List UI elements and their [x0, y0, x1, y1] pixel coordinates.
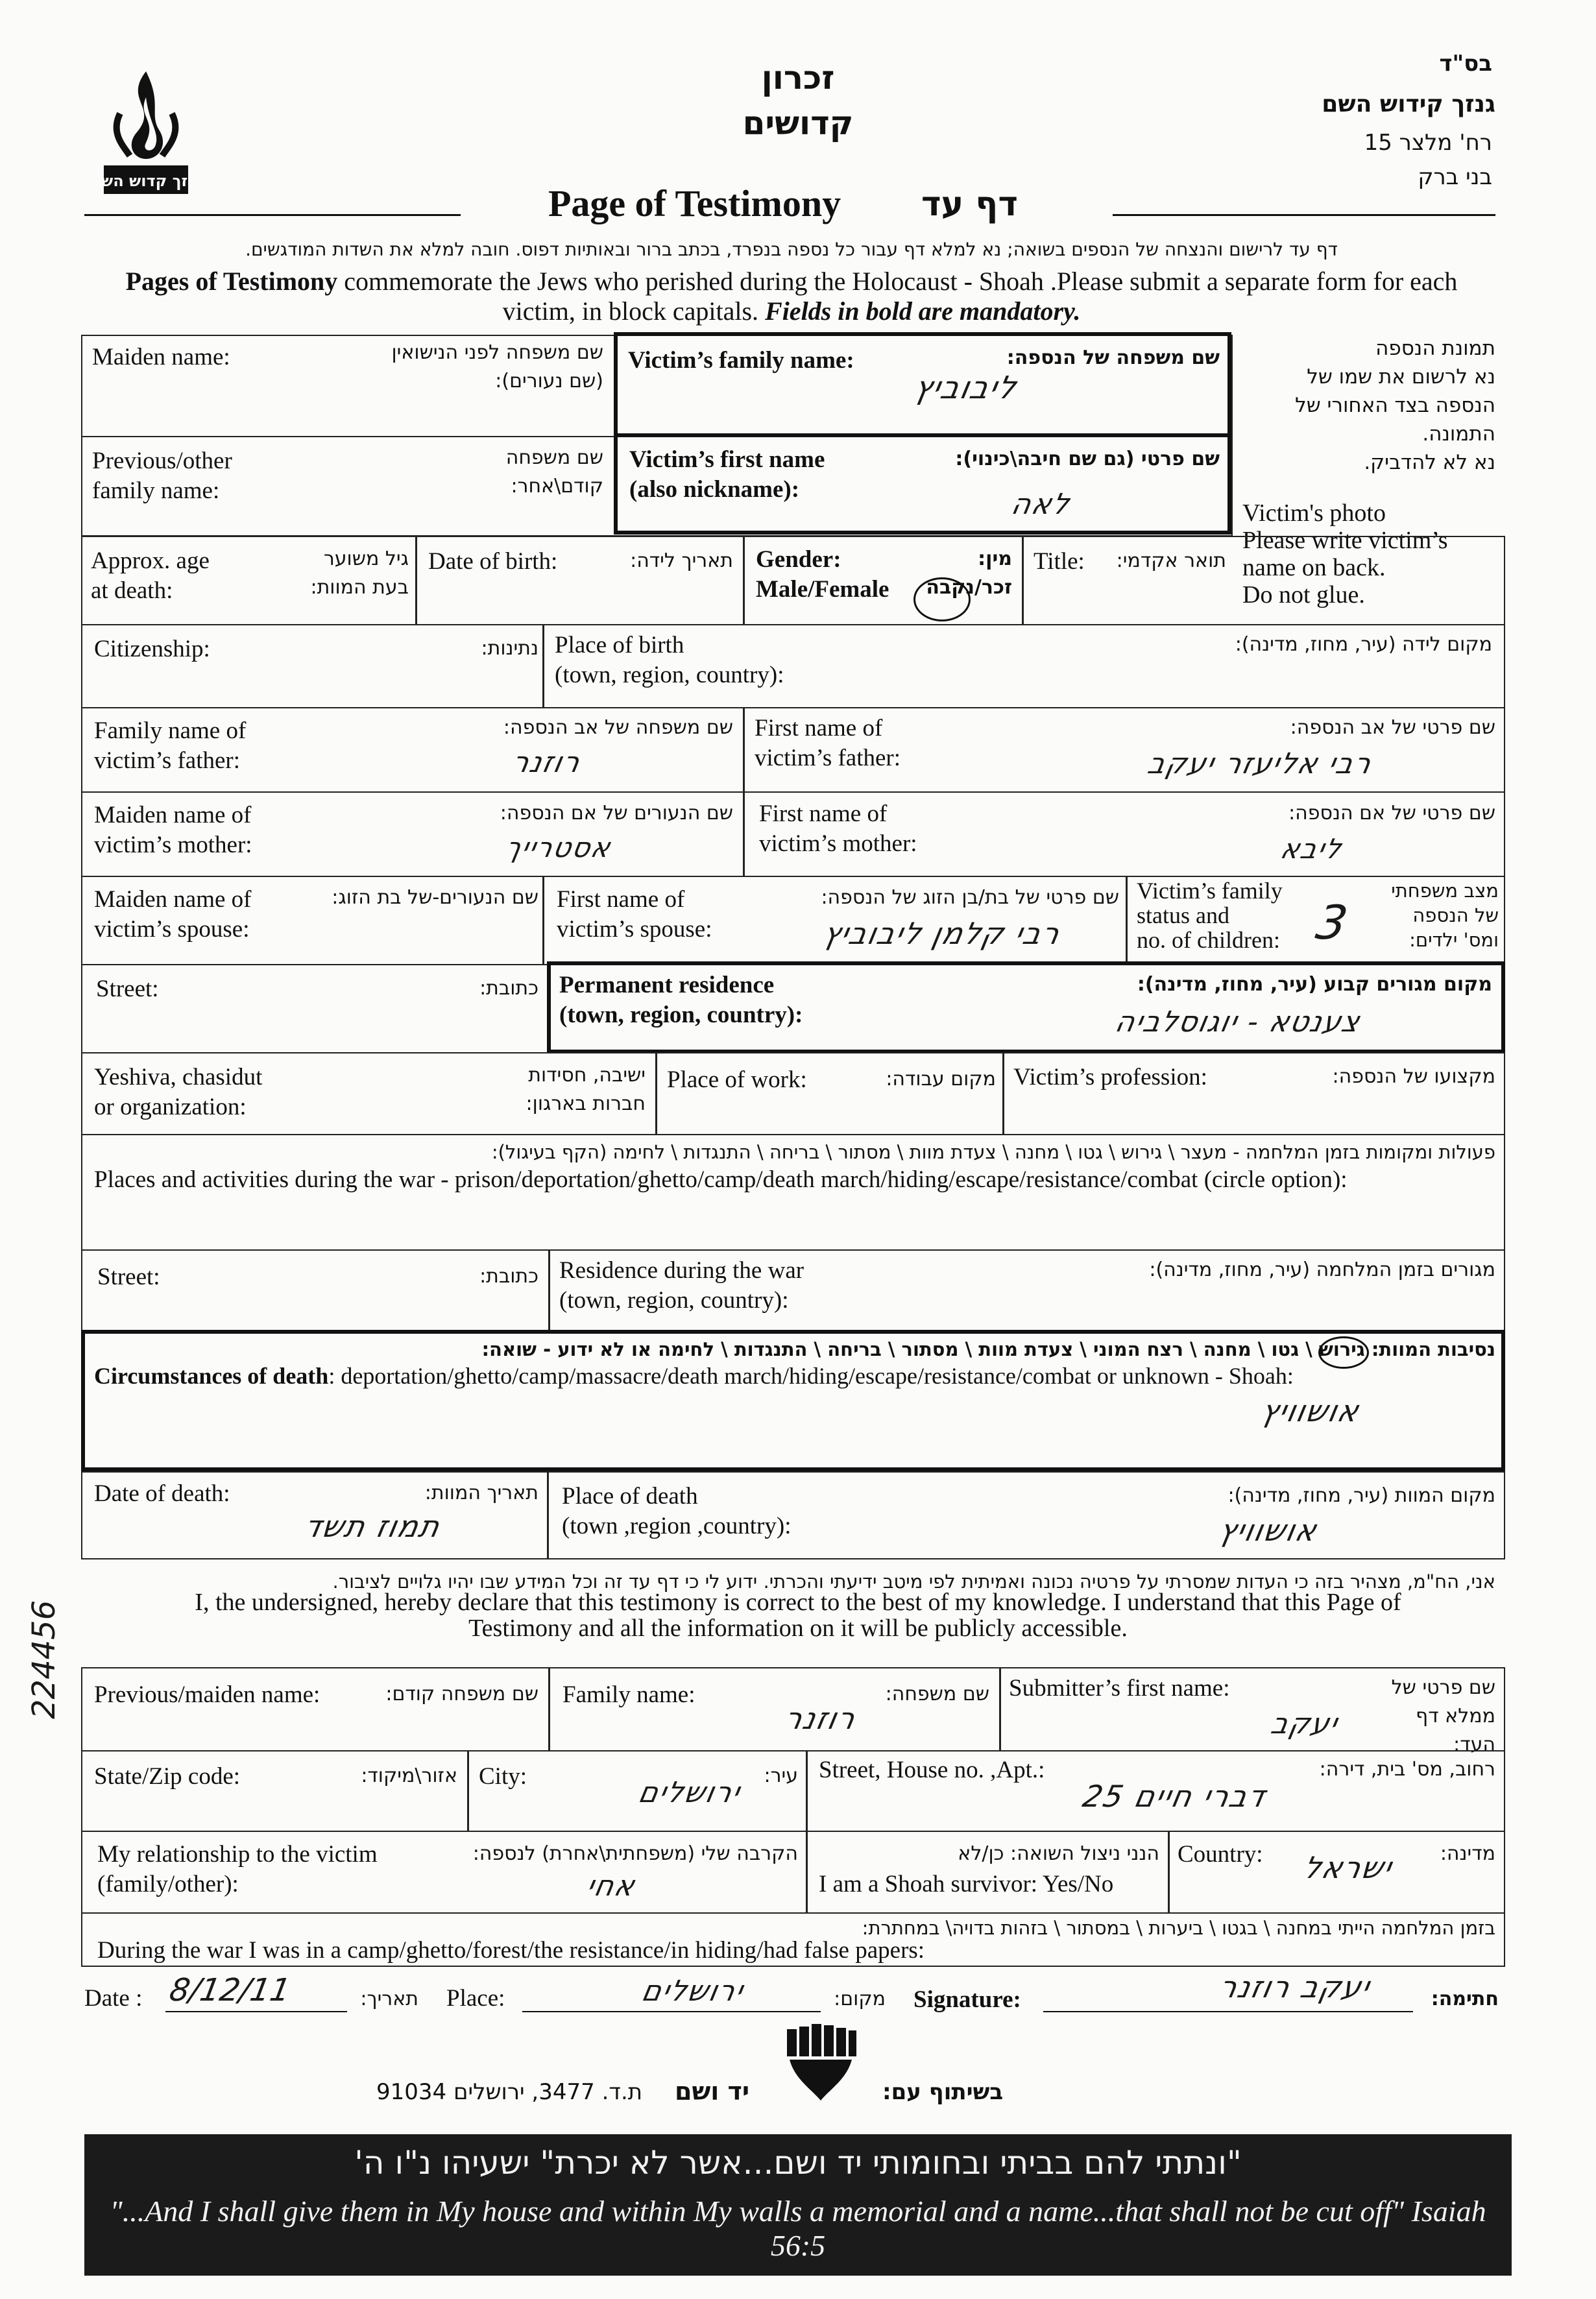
victim-family-name-label: Victim’s family name: [628, 347, 854, 374]
genazim-org-name: גנזך קידוש השם [1322, 91, 1495, 117]
zip-label: State/Zip code: [94, 1763, 241, 1790]
intro-text-en-line2 [84, 296, 1499, 326]
photo-he-1: תמונת הנספה [1375, 337, 1495, 360]
date-label: Date : [84, 1985, 143, 2012]
places-during-war-label-he: פעולות ומקומות בזמן המלחמה - מעצר \ גירוש \ גטו \ מחנה \ צעדת מוות \ מסתור \ בריחה \ התנגדות \ לחימה (הקף בעיגול): [491, 1141, 1495, 1163]
house-address-label-he: רחוב, מס' בית, דירה: [1319, 1758, 1495, 1781]
place-of-work-label-he: מקום עבודה: [886, 1068, 996, 1090]
maiden-he-1: שם משפחה לפני הנישואין [391, 341, 603, 364]
mother-maiden-name-label [94, 800, 252, 860]
number-of-children-value: 3 [1312, 895, 1352, 950]
mother-first-name-label [759, 799, 917, 859]
mother-first-name-label-he: שם פרטי של אם הנספה: [1288, 802, 1495, 825]
intro-text-en-line1 [84, 266, 1499, 296]
submitter-prev-name-label: Previous/maiden name: [94, 1681, 320, 1708]
mother-maiden-en-1: Maiden name of [94, 802, 252, 828]
victim-family-name-label-he: שם משפחה של הנספה: [1006, 346, 1220, 369]
father-first-name-label-he: שם פרטי של אב הנספה: [1290, 716, 1495, 739]
footer-verse-he: "ונתתי להם בביתי ובחומותי יד ושם...אשר לא יכרת" ישעיהו נ"ו ה' [354, 2144, 1242, 2182]
father-family-name-value: רוזנר [509, 746, 584, 779]
intro-rest: commemorate the Jews who perished during the Holocaust - Shoah .Please submit a separate form for each [337, 267, 1458, 296]
yeshiva-label-he [480, 1061, 646, 1118]
side-reference-number: 224456 [26, 1600, 62, 1719]
zikaron-line2: קדושים [742, 104, 854, 142]
street-label: Street: [96, 976, 159, 1002]
place-of-death-value: אושוויץ [1216, 1513, 1321, 1548]
submitter-first-name-value: יעקב [1268, 1707, 1342, 1740]
declare-en-1: I, the undersigned, hereby declare that this testimony is correct to the best of my knowledge. I understand that this Page of [195, 1589, 1401, 1616]
photo-instructions-he [1223, 334, 1495, 477]
father-family-name-label-he: שם משפחה של אב הנספה: [503, 716, 733, 739]
zip-label-he: אזור\מיקוד: [361, 1764, 457, 1787]
photo-en-3: name on back. [1242, 554, 1386, 581]
first-en-2: (also nickname): [629, 476, 800, 503]
place-of-death-label [562, 1482, 791, 1541]
submitter-war-location-label-he: בזמן המלחמה הייתי במחנה \ בגטו \ ביערות \ במסתור \ בזהות בדויה\ במחתרת: [862, 1917, 1495, 1939]
yeshiva-he-2: חברות בארגון: [526, 1092, 646, 1115]
survivor-label: I am a Shoah survivor: Yes/No [819, 1871, 1114, 1897]
victim-first-name-label [629, 445, 825, 505]
logo-text: גנזך קדוש השם [90, 172, 202, 190]
sub-first-he-1: שם פרטי של [1391, 1676, 1495, 1699]
gender-en-2: Male/Female [756, 576, 889, 603]
war-residence-label-he: מגורים בזמן המלחמה (עיר, מחוז, מדינה): [1149, 1258, 1495, 1281]
relationship-value: אחי [583, 1870, 639, 1903]
academic-title-label-he: תואר אקדמי: [1116, 549, 1226, 572]
submitter-family-name-label-he: שם משפחה: [885, 1683, 989, 1705]
header-rule-left [84, 214, 461, 216]
circumstances-of-death-label [94, 1361, 1294, 1391]
yad-vashem-name: יד ושם [675, 2077, 750, 2106]
yeshiva-en-1: Yeshiva, chasidut [94, 1064, 263, 1090]
perm-en-2: (town, region, country): [559, 1002, 803, 1028]
place-label: Place: [446, 1985, 505, 2012]
maiden-name-label-he [324, 339, 603, 396]
yeshiva-en-2: or organization: [94, 1094, 247, 1120]
spouse-maiden-en-1: Maiden name of [94, 886, 252, 913]
profession-label: Victim’s profession: [1013, 1064, 1207, 1090]
place-value: ירושלים [638, 1975, 747, 2008]
circ-bold: Circumstances of death [94, 1363, 329, 1389]
house-address-label: Street, House no. ,Apt.: [819, 1757, 1045, 1783]
age-at-death-label-he [279, 545, 409, 602]
sub-first-he-2: ממלא דף העד: [1416, 1705, 1495, 1756]
submitter-first-name-label-he [1369, 1674, 1495, 1759]
declaration-he: אני, הח"מ, מצהיר בזה כי העדות שמסרתי על פרטיה נכונה ואמיתית לפי מיטב ידיעתי והכרתי. ידוע לי כי דף עד זה וכל המידע שבו יהיו גלויים לציבור. [332, 1571, 1495, 1593]
circumstances-of-death-value: אושוויץ [1258, 1393, 1363, 1428]
signature-label-he: חתימה: [1431, 1988, 1499, 2010]
father-first-en-2: victim’s father: [755, 745, 901, 771]
father-family-name-label [94, 716, 246, 776]
gender-he-2: זכר/נקבה [926, 576, 1012, 599]
mother-maiden-name-label-he: שם הנעורים של אם הנספה: [500, 802, 733, 825]
submitter-war-location-label: During the war I was in a camp/ghetto/forest/the resistance/in hiding/had false papers: [97, 1937, 925, 1964]
declare-en-2: Testimony and all the information on it will be publicly accessible. [468, 1615, 1128, 1642]
form-title-en: Page of Testimony [548, 182, 841, 224]
footer-verse-en: "...And I shall give them in My house and within My walls a memorial and a name...that shall not be cut off" Isaiah 56:5 [110, 2195, 1486, 2262]
permanent-residence-label-he: מקום מגורים קבוע (עיר, מחוז, מדינה): [1137, 973, 1492, 996]
place-of-death-label-he: מקום המוות (עיר, מחוז, מדינה): [1227, 1484, 1495, 1507]
mother-first-en-2: victim’s mother: [759, 830, 917, 857]
prev-family-name-label [92, 446, 232, 506]
prev-he-2: קודם\אחר: [511, 475, 603, 498]
spouse-first-name-label [557, 885, 712, 945]
first-en-1: Victim’s first name [629, 446, 825, 473]
photo-he-5: נא לא להדביק. [1364, 451, 1495, 474]
place-label-he: מקום: [834, 1988, 886, 2010]
age-en-2: at death: [91, 577, 173, 604]
photo-he-3: הנספה בצד האחורי של [1295, 394, 1495, 417]
photo-he-4: התמונה. [1422, 422, 1495, 446]
zikaron-line1: זכרון [761, 59, 835, 97]
yad-vashem-address: ת.ד. 3477, ירושלים 91034 [376, 2079, 643, 2105]
places-during-war-label: Places and activities during the war - prison/deportation/ghetto/camp/death march/hiding/escape/resistance/combat (circle option): [94, 1166, 1348, 1193]
genazim-flame-logo [90, 68, 202, 198]
city-value: ירושלים [635, 1776, 744, 1809]
prev-en-1: Previous/other [92, 448, 232, 474]
spouse-first-en-1: First name of [557, 886, 685, 913]
signature-value: יעקב רוזנר [1216, 1969, 1374, 2004]
header-rule-right [1113, 214, 1495, 216]
age-he-2: בעת המוות: [310, 576, 409, 599]
pod-en-1: Place of death [562, 1483, 698, 1510]
pob-en-2: (town, region, country): [555, 662, 784, 688]
date-label-he: תאריך: [360, 1988, 418, 2010]
zikaron-kedoshim-title [714, 55, 882, 146]
status-he-3: ומס' ילדים: [1409, 929, 1499, 951]
yeshiva-label [94, 1063, 262, 1122]
city-label: City: [479, 1763, 527, 1790]
form-title-he: דף עד [921, 185, 1018, 224]
victim-first-name-label-he: שם פרטי (גם שם חיבה\כינוי): [955, 448, 1220, 470]
house-address-value: דברי חיים 25 [1080, 1779, 1270, 1814]
mother-maiden-en-2: victim’s mother: [94, 832, 252, 858]
gender-label [756, 545, 889, 605]
org-address-city: בני ברק [1418, 164, 1492, 190]
country-value: ישראל [1300, 1850, 1396, 1885]
family-status-label-he [1375, 878, 1499, 952]
academic-title-label: Title: [1034, 548, 1085, 575]
mother-first-en-1: First name of [759, 800, 888, 827]
status-he-1: מצב משפחתי [1391, 880, 1499, 902]
street-label-he: כתובת: [479, 977, 538, 1000]
photo-en-1: Victim's photo [1242, 500, 1386, 527]
family-status-label [1137, 878, 1283, 952]
status-en-1: Victim’s family [1137, 878, 1283, 904]
submitter-family-name-label: Family name: [562, 1681, 695, 1708]
prev-en-2: family name: [92, 477, 220, 504]
place-of-work-label: Place of work: [667, 1066, 807, 1093]
spouse-first-en-2: victim’s spouse: [557, 916, 712, 943]
spouse-first-name-value: רבי קלמן ליבוביץ [820, 916, 1064, 951]
intro-mandatory-note: Fields in bold are mandatory. [765, 296, 1081, 326]
war-residence-label [559, 1256, 804, 1316]
relationship-label [97, 1840, 378, 1899]
bs-marking: בס"ד [1439, 51, 1492, 77]
place-of-birth-label [555, 631, 784, 690]
declaration-en [84, 1589, 1512, 1641]
photo-en-4: Do not glue. [1242, 581, 1365, 608]
father-fam-en-2: victim’s father: [94, 747, 241, 774]
permanent-residence-value: צענטא - יוגוסלביה [1112, 1005, 1364, 1039]
war-street-label: Street: [97, 1264, 160, 1290]
mother-first-name-value: ליבא [1277, 833, 1346, 865]
photo-en-2: Please write victim’s [1242, 527, 1448, 554]
country-label-he: מדינה: [1440, 1842, 1495, 1865]
intro-plain: victim, in block capitals. [502, 296, 766, 326]
profession-label-he: מקצועו של הנספה: [1332, 1065, 1495, 1088]
war-res-en-1: Residence during the war [559, 1257, 804, 1284]
status-en-3: no. of children: [1137, 927, 1280, 953]
date-of-death-value: תמוז תשד [301, 1509, 444, 1544]
age-he-1: גיל משוער [323, 548, 409, 570]
maiden-name-label: Maiden name: [92, 344, 230, 370]
date-of-birth-label-he: תאריך לידה: [630, 549, 733, 572]
yeshiva-he-1: ישיבה, חסידות [528, 1064, 646, 1087]
mother-maiden-name-value: אסטרייך [502, 832, 614, 863]
country-label: Country: [1178, 1841, 1263, 1868]
submitter-first-name-label: Submitter’s first name: [1009, 1675, 1230, 1702]
date-value: 8/12/11 [167, 1972, 293, 2008]
age-at-death-label [91, 546, 210, 606]
intro-text-he: דף עד לרישום והנצחה של הנספים בשואה; נא למלא דף עבור כל נספה בנפרד, בכתב ברור ובאותיות דפוס. חובה למלא את השדות המודגשים. [245, 239, 1338, 260]
gender-he-1: מין: [978, 548, 1012, 570]
war-street-label-he: כתובת: [479, 1265, 538, 1288]
prev-he-1: שם משפחה [505, 446, 603, 469]
city-label-he: עיר: [764, 1764, 798, 1787]
spouse-maiden-name-label [94, 885, 251, 945]
yad-vashem-logo [782, 2024, 860, 2102]
date-of-birth-label: Date of birth: [428, 548, 558, 575]
gender-female-circle-mark [913, 577, 971, 621]
spouse-maiden-name-label-he: שם הנעורים-של בת הזוג: [332, 886, 538, 909]
status-en-2: status and [1137, 902, 1229, 928]
rel-en-1: My relationship to the victim [97, 1841, 378, 1868]
submitter-prev-name-label-he: שם משפחה קודם: [385, 1683, 538, 1705]
father-first-en-1: First name of [755, 715, 883, 741]
age-en-1: Approx. age [91, 548, 210, 574]
submitter-family-name-value: רוזנר [781, 1701, 860, 1736]
place-of-birth-label-he: מקום לידה (עיר, מחוז, מדינה): [1235, 633, 1492, 656]
prev-family-name-label-he [402, 444, 603, 501]
father-first-name-label [755, 714, 901, 773]
circ-rest: : deportation/ghetto/camp/massacre/death march/hiding/escape/resistance/combat or unknown - Shoah: [328, 1363, 1294, 1389]
date-of-death-label-he: תאריך המוות: [424, 1482, 538, 1504]
circumstances-of-death-label-he: נסיבות המוות: גירוש \ גטו \ מחנה \ רצח המוני \ צעדת מוות \ מסתור \ בריחה \ התנגדות \ לחימה או לא ידוע - שואה: [481, 1338, 1495, 1360]
org-address-street: רח' מלצר 15 [1364, 130, 1492, 156]
citizenship-label-he: נתינות: [481, 637, 538, 660]
victim-family-name-value: ליבוביץ [911, 370, 1021, 406]
date-of-death-label: Date of death: [94, 1480, 230, 1507]
perm-en-1: Permanent residence [559, 972, 775, 998]
pob-en-1: Place of birth [555, 632, 684, 658]
intro-bold-lead: Pages of Testimony [125, 267, 338, 296]
rel-en-2: (family/other): [97, 1871, 239, 1897]
maiden-he-2: (שם נעורים): [495, 370, 603, 392]
relationship-label-he: הקרבה שלי (משפחתית\אחרת) לנספה: [472, 1842, 798, 1865]
survivor-label-he: הנני ניצול השואה: כן/לא [958, 1842, 1159, 1865]
father-first-name-value: רבי אליעזר יעקב [1144, 747, 1375, 780]
war-res-en-2: (town, region, country): [559, 1287, 789, 1314]
victim-first-name-value: לאה [1008, 488, 1074, 521]
partner-label-he: בשיתוף עם: [882, 2079, 1004, 2105]
status-he-2: של הנספה [1412, 904, 1499, 926]
permanent-residence-label [559, 970, 803, 1030]
citizenship-label: Citizenship: [94, 636, 210, 662]
spouse-maiden-en-2: victim’s spouse: [94, 916, 250, 943]
spouse-first-name-label-he: שם פרטי של בת/בן הזוג של הנספה: [821, 886, 1119, 909]
signature-label: Signature: [913, 1986, 1021, 2013]
deportation-circle-mark [1318, 1336, 1369, 1369]
pod-en-2: (town ,region ,country): [562, 1513, 792, 1539]
photo-he-2: נא לרשום את שמו של [1307, 365, 1495, 389]
father-fam-en-1: Family name of [94, 717, 247, 744]
gender-en-1: Gender: [756, 546, 841, 573]
